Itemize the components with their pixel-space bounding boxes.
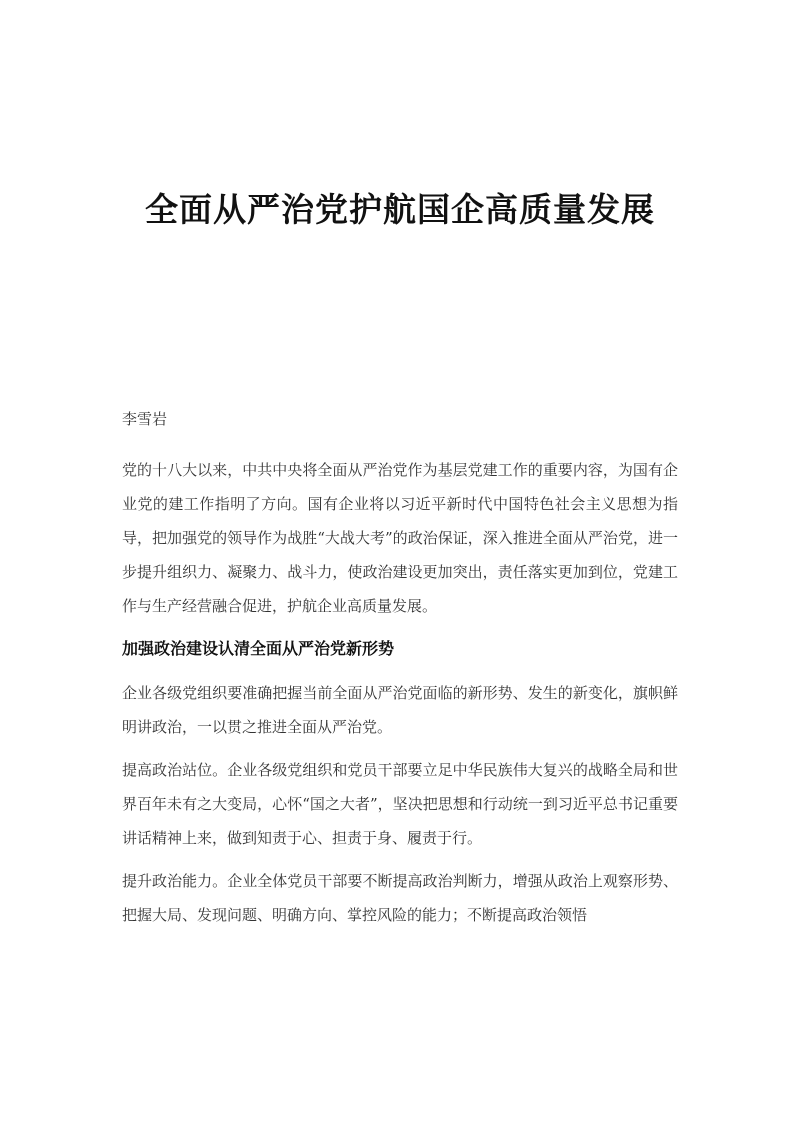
document-title: 全面从严治党护航国企高质量发展 [145, 190, 655, 229]
author-name: 李雪岩 [122, 410, 168, 428]
section-paragraph: 提高政治站位。企业各级党组织和党员干部要立足中华民族伟大复兴的战略全局和世界百年未有之大变局，心怀“国之大者”，坚决把思想和行动统一到习近平总书记重要讲话精神上来，做到知责于心、担责于身、履责于行。 [122, 761, 678, 847]
section-heading: 加强政治建设认清全面从严治党新形势 [122, 639, 395, 658]
section-paragraph: 企业各级党组织要准确把握当前全面从严治党面临的新形势、发生的新变化，旗帜鲜明讲政治，一以贯之推进全面从严治党。 [122, 684, 678, 736]
section-paragraph: 提升政治能力。企业全体党员干部要不断提高政治判断力，增强从政治上观察形势、把握大局、发现问题、明确方向、掌控风险的能力；不断提高政治领悟 [122, 872, 678, 924]
document-body [122, 453, 678, 941]
intro-paragraph: 党的十八大以来，中共中央将全面从严治党作为基层党建工作的重要内容，为国有企业党的建工作指明了方向。国有企业将以习近平新时代中国特色社会主义思想为指导，把加强党的领导作为战胜“大战大考”的政治保证，深入推进全面从严治党，进一步提升组织力、凝聚力、战斗力，使政治建设更加突出，责任落实更加到位，党建工作与生产经营融合促进，护航企业高质量发展。 [122, 461, 678, 615]
